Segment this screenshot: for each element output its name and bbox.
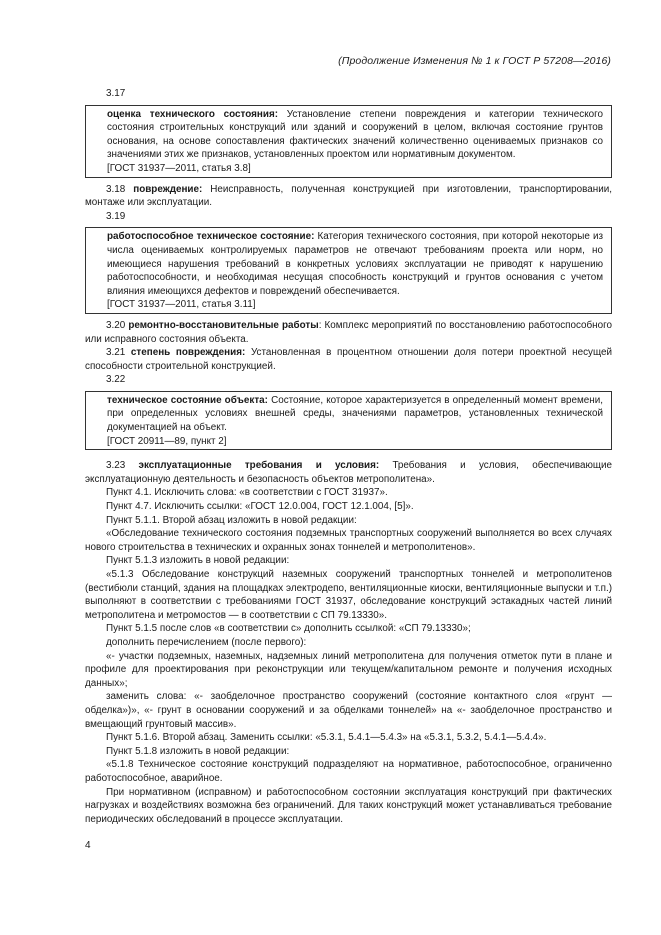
section-number: 3.17	[106, 88, 126, 99]
amendment-paragraph: Пункт 5.1.1. Второй абзац изложить в новой редакции:	[106, 514, 357, 526]
amendment-paragraph: «5.1.3 Обследование конструкций наземных сооружений транспортных тоннелей и метрополитенов (вестибюли станций, здания на площадках электродепо, вентиляционные киоски, вентиляционные выпуски и т.п.) выполняют в соответствии с требованиями ГОСТ 31937, обследование конструкций эстакадных частей линий метрополитена и метромостов — в соответствии с СП 79.13330».	[85, 569, 612, 621]
definition-source: [ГОСТ 31937—2011, статья 3.8]	[107, 162, 251, 174]
term: степень повреждения:	[130, 347, 246, 359]
amendment-paragraph: дополнить перечислением (после первого):	[106, 636, 307, 648]
term: эксплуатационные требования и условия:	[138, 460, 380, 472]
definition-text	[107, 108, 603, 162]
definition-text	[107, 230, 603, 298]
definition: Требования и условия, обеспечивающие эксплуатационную деятельность и безопасность объектов метрополитена».	[85, 460, 613, 485]
section-number: 3.19	[106, 210, 126, 222]
amendment-paragraph: Пункт 5.1.3 изложить в новой редакции:	[106, 555, 290, 567]
amendment-paragraph: Пункт 5.1.5 после слов «в соответствии с» дополнить ссылкой: «СП 79.13330»;	[106, 623, 471, 635]
page-number: 4	[85, 840, 91, 851]
amendment-paragraph: заменить слова: «- заобделочное пространство сооружений (состояние контактного слоя «грунт — обделка»)», «- грунт в основании сооружений и за обделками тоннелей» на «- заобделочное пространство и вмещающий грунтовый массив».	[85, 691, 612, 730]
definition: Категория технического состояния, при которой некоторые из числа оцениваемых контролируемых параметров не отвечают требованиям проекта или норм, но имеющиеся нарушения требований в конкретных условиях эксплуатации не приводят к нарушению работоспособности, и необходимая несущая способность конструкций и грунтов основания с учетом влияния имеющихся дефектов и повреждений обеспечивается.	[107, 231, 603, 297]
definition-text	[85, 183, 612, 210]
section-number: 3.21	[106, 347, 131, 359]
term: техническое состояние объекта:	[107, 394, 268, 406]
document-body	[85, 87, 612, 826]
page-header: (Продолжение Изменения № 1 к ГОСТ Р 57208—2016)	[338, 55, 611, 67]
definition: Неисправность, полученная конструкцией при изготовлении, транспортировании, монтаже или эксплуатации.	[85, 183, 612, 209]
amendment-paragraph: «Обследование технического состояния подземных транспортных сооружений выполняется во всех случаях нового строительства в технических и охранных зонах тоннелей и метрополитенов».	[85, 528, 612, 553]
section-number: 3.20	[106, 319, 129, 331]
amendment-paragraph: «- участки подземных, наземных, надземных линий метрополитена для получения отметок пути в плане и профиле для проектирования при реконструкции или текущем/капитальном ремонте и получения исходных данных»;	[85, 650, 612, 689]
amendment-paragraph: При нормативном (исправном) и работоспособном состоянии эксплуатация конструкций при фактических нагрузках и воздействиях возможна без ограничений. Для таких конструкций может устанавливаться требование периодических обследований в процессе эксплуатации.	[85, 786, 612, 825]
term: ремонтно-восстановительные работы	[128, 319, 319, 331]
amendment-paragraph: Пункт 4.1. Исключить слова: «в соответствии с ГОСТ 31937».	[106, 487, 388, 499]
term: работоспособное техническое состояние:	[107, 231, 315, 243]
amendment-paragraph: «5.1.8 Техническое состояние конструкций подразделяют на нормативное, работоспособное, ограниченно работоспособное, аварийное.	[85, 759, 612, 784]
definition-source: [ГОСТ 31937—2011, статья 3.11]	[107, 299, 256, 311]
definition-source: [ГОСТ 20911—89, пункт 2]	[107, 435, 227, 447]
definition-text	[107, 394, 603, 435]
definition-text	[85, 346, 612, 373]
section-number: 3.23	[106, 460, 139, 472]
definition: : Комплекс мероприятий по восстановлению работоспособного или исправного состояния объекта.	[85, 319, 612, 345]
definition: Установленная в процентном отношении доля потери проектной несущей способности строительной конструкцией.	[85, 347, 612, 372]
definition-text	[85, 319, 612, 346]
section-number: 3.18	[106, 183, 134, 195]
term: повреждение:	[133, 183, 203, 195]
definition-text	[85, 459, 612, 486]
definition: Установление степени повреждения и категории технического состояния строительных конструкций или зданий и сооружений в целом, включая состояние грунтов основания, на основе сопоставления фактических значений количественно оцениваемых признаков со значениями этих же признаков, установленных проектом или нормативным документом.	[107, 108, 603, 161]
definition-box	[85, 227, 612, 314]
section-number: 3.22	[106, 374, 126, 386]
amendment-paragraph: Пункт 5.1.6. Второй абзац. Заменить ссылки: «5.3.1, 5.4.1—5.4.3» на «5.3.1, 5.3.2, 5.4.1—5.4.4».	[106, 732, 547, 744]
term: оценка технического состояния:	[107, 108, 278, 120]
amendment-paragraph: Пункт 5.1.8 изложить в новой редакции:	[106, 745, 290, 757]
definition: Состояние, которое характеризуется в определенный момент времени, при определенных условиях внешней среды, значениями параметров, установленных технической документацией на объект.	[107, 394, 603, 434]
amendment-paragraph: Пункт 4.7. Исключить ссылки: «ГОСТ 12.0.004, ГОСТ 12.1.004, [5]».	[106, 501, 414, 513]
definition-box	[85, 391, 612, 450]
definition-box	[85, 105, 612, 178]
